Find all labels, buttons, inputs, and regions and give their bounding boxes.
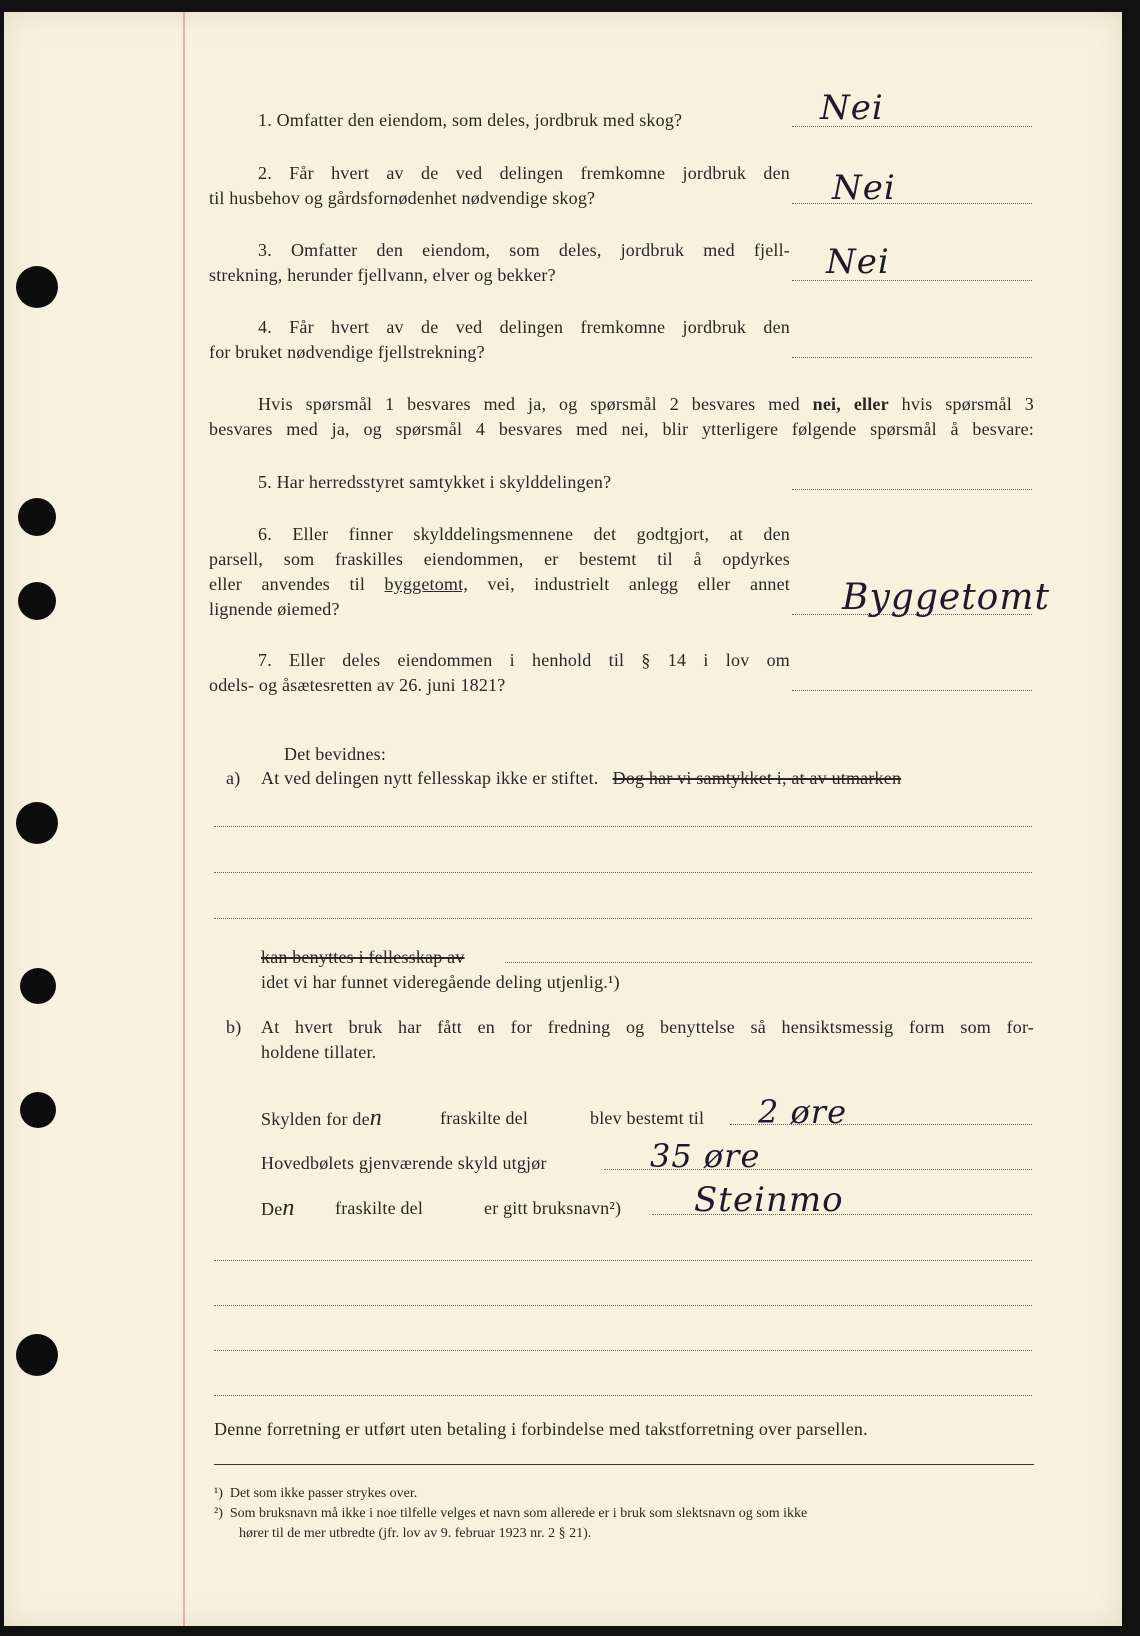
certify-a-label: a): [226, 768, 241, 788]
question-1: [258, 108, 682, 133]
blank-line: [214, 1260, 1032, 1261]
blank-line: [214, 1305, 1032, 1306]
certify-b-line2: holdene tillater.: [261, 1042, 377, 1062]
question-number: 1.: [258, 110, 272, 130]
blank-line: [505, 962, 1032, 963]
answer-handwritten: Nei: [832, 168, 896, 208]
question-4-line2: for bruket nødvendige fjellstrekning?: [209, 342, 485, 362]
footnote-rule: [214, 1464, 1034, 1465]
question-6-line3: eller anvendes til byggetomt, vei, industrielt anlegg eller annet: [209, 574, 790, 594]
certify-b-label: b): [226, 1017, 242, 1037]
punch-hole: [18, 498, 56, 536]
navn-value-handwritten: Steinmo: [694, 1180, 844, 1220]
struck-line: kan benyttes i fellesskap av: [261, 947, 465, 967]
punch-hole: [18, 582, 56, 620]
certify-after: idet vi har funnet videregående deling utjenlig.¹): [261, 972, 620, 992]
handwritten-suffix: n: [282, 1195, 295, 1221]
question-3-line2: strekning, herunder fjellvann, elver og bekker?: [209, 265, 556, 285]
footnote-2: ²) Som bruksnavn må ikke i noe tilfelle velges et navn som allerede er i bruk som slektsnavn og som ikke: [214, 1506, 808, 1521]
answer-handwritten: Nei: [826, 242, 890, 282]
question-6-line2: parsell, som fraskilles eiendommen, er bestemt til å opdyrkes: [209, 549, 790, 569]
blank-line: [214, 918, 1032, 919]
question-7-line2: odels- og åsætesretten av 26. juni 1821?: [209, 675, 506, 695]
conditional-line1: Hvis spørsmål 1 besvares med ja, og spørsmål 2 besvares med nei, eller hvis spørsmål 3: [258, 394, 1034, 414]
question-4-line1: 4. Får hvert av de ved delingen fremkomne jordbruk den: [258, 317, 790, 337]
answer-line: [792, 357, 1032, 358]
punch-hole: [16, 802, 58, 844]
punch-hole: [16, 1334, 58, 1376]
answer-line: [792, 203, 1032, 204]
question-text: Omfatter den eiendom, som deles, jordbruk med skog?: [276, 110, 683, 130]
certify-a-text: At ved delingen nytt fellesskap ikke er stiftet. Dog har vi samtykket i, at av utmarken: [261, 768, 902, 788]
handwritten-suffix: n: [369, 1105, 382, 1131]
question-3-line1: 3. Omfatter den eiendom, som deles, jordbruk med fjell-: [258, 240, 790, 260]
punch-hole: [20, 968, 56, 1004]
blank-line: [214, 826, 1032, 827]
conditional-line2: besvares med ja, og spørsmål 4 besvares med nei, blir ytterligere følgende spørsmål å besvare:: [209, 419, 1034, 439]
punch-hole: [16, 266, 58, 308]
answer-handwritten: Nei: [820, 88, 884, 128]
footnote-2-line2: hører til de mer utbredte (jfr. lov av 9. februar 1923 nr. 2 § 21).: [239, 1526, 592, 1541]
question-6-line4: lignende øiemed?: [209, 599, 340, 619]
skylden-label: Skylden for den: [261, 1105, 382, 1131]
blank-line: [214, 1350, 1032, 1351]
answer-line: [792, 690, 1032, 691]
skylden-bestemt: blev bestemt til: [590, 1108, 705, 1128]
closing-statement: Denne forretning er utført uten betaling i forbindelse med takstforretning over parsellen.: [214, 1419, 868, 1439]
hoved-value-handwritten: 35 øre: [650, 1137, 761, 1175]
margin-line: [183, 12, 185, 1626]
blank-line: [214, 872, 1032, 873]
question-7-line1: 7. Eller deles eiendommen i henhold til § 14 i lov om: [258, 650, 790, 670]
answer-line: [792, 489, 1032, 490]
footnote-1: ¹) Det som ikke passer strykes over.: [214, 1486, 418, 1501]
navn-del: fraskilte del: [335, 1198, 424, 1218]
hoved-label: Hovedbølets gjenværende skyld utgjør: [261, 1153, 547, 1173]
struck-text: Dog har vi samtykket i, at av utmarken: [612, 768, 902, 788]
skylden-value-handwritten: 2 øre: [758, 1093, 848, 1131]
navn-bruksnavn: er gitt bruksnavn²): [484, 1198, 622, 1218]
skylden-del: fraskilte del: [440, 1108, 529, 1128]
question-2-line1: 2. Får hvert av de ved delingen fremkomne jordbruk den: [258, 163, 790, 183]
navn-label: Den: [261, 1195, 295, 1221]
blank-line: [214, 1395, 1032, 1396]
answer-handwritten: Byggetomt: [842, 577, 1050, 618]
question-6-line1: 6. Eller finner skylddelingsmennene det godtgjort, at den: [258, 524, 791, 544]
certify-b-line1: At hvert bruk har fått en for fredning og benyttelse så hensiktsmessig form som for-: [261, 1017, 1034, 1037]
punch-hole: [20, 1092, 56, 1128]
question-2-line2: til husbehov og gårdsfornødenhet nødvendige skog?: [209, 188, 596, 208]
certify-heading: Det bevidnes:: [284, 744, 387, 764]
question-5: 5. Har herredsstyret samtykket i skylddelingen?: [258, 472, 612, 492]
